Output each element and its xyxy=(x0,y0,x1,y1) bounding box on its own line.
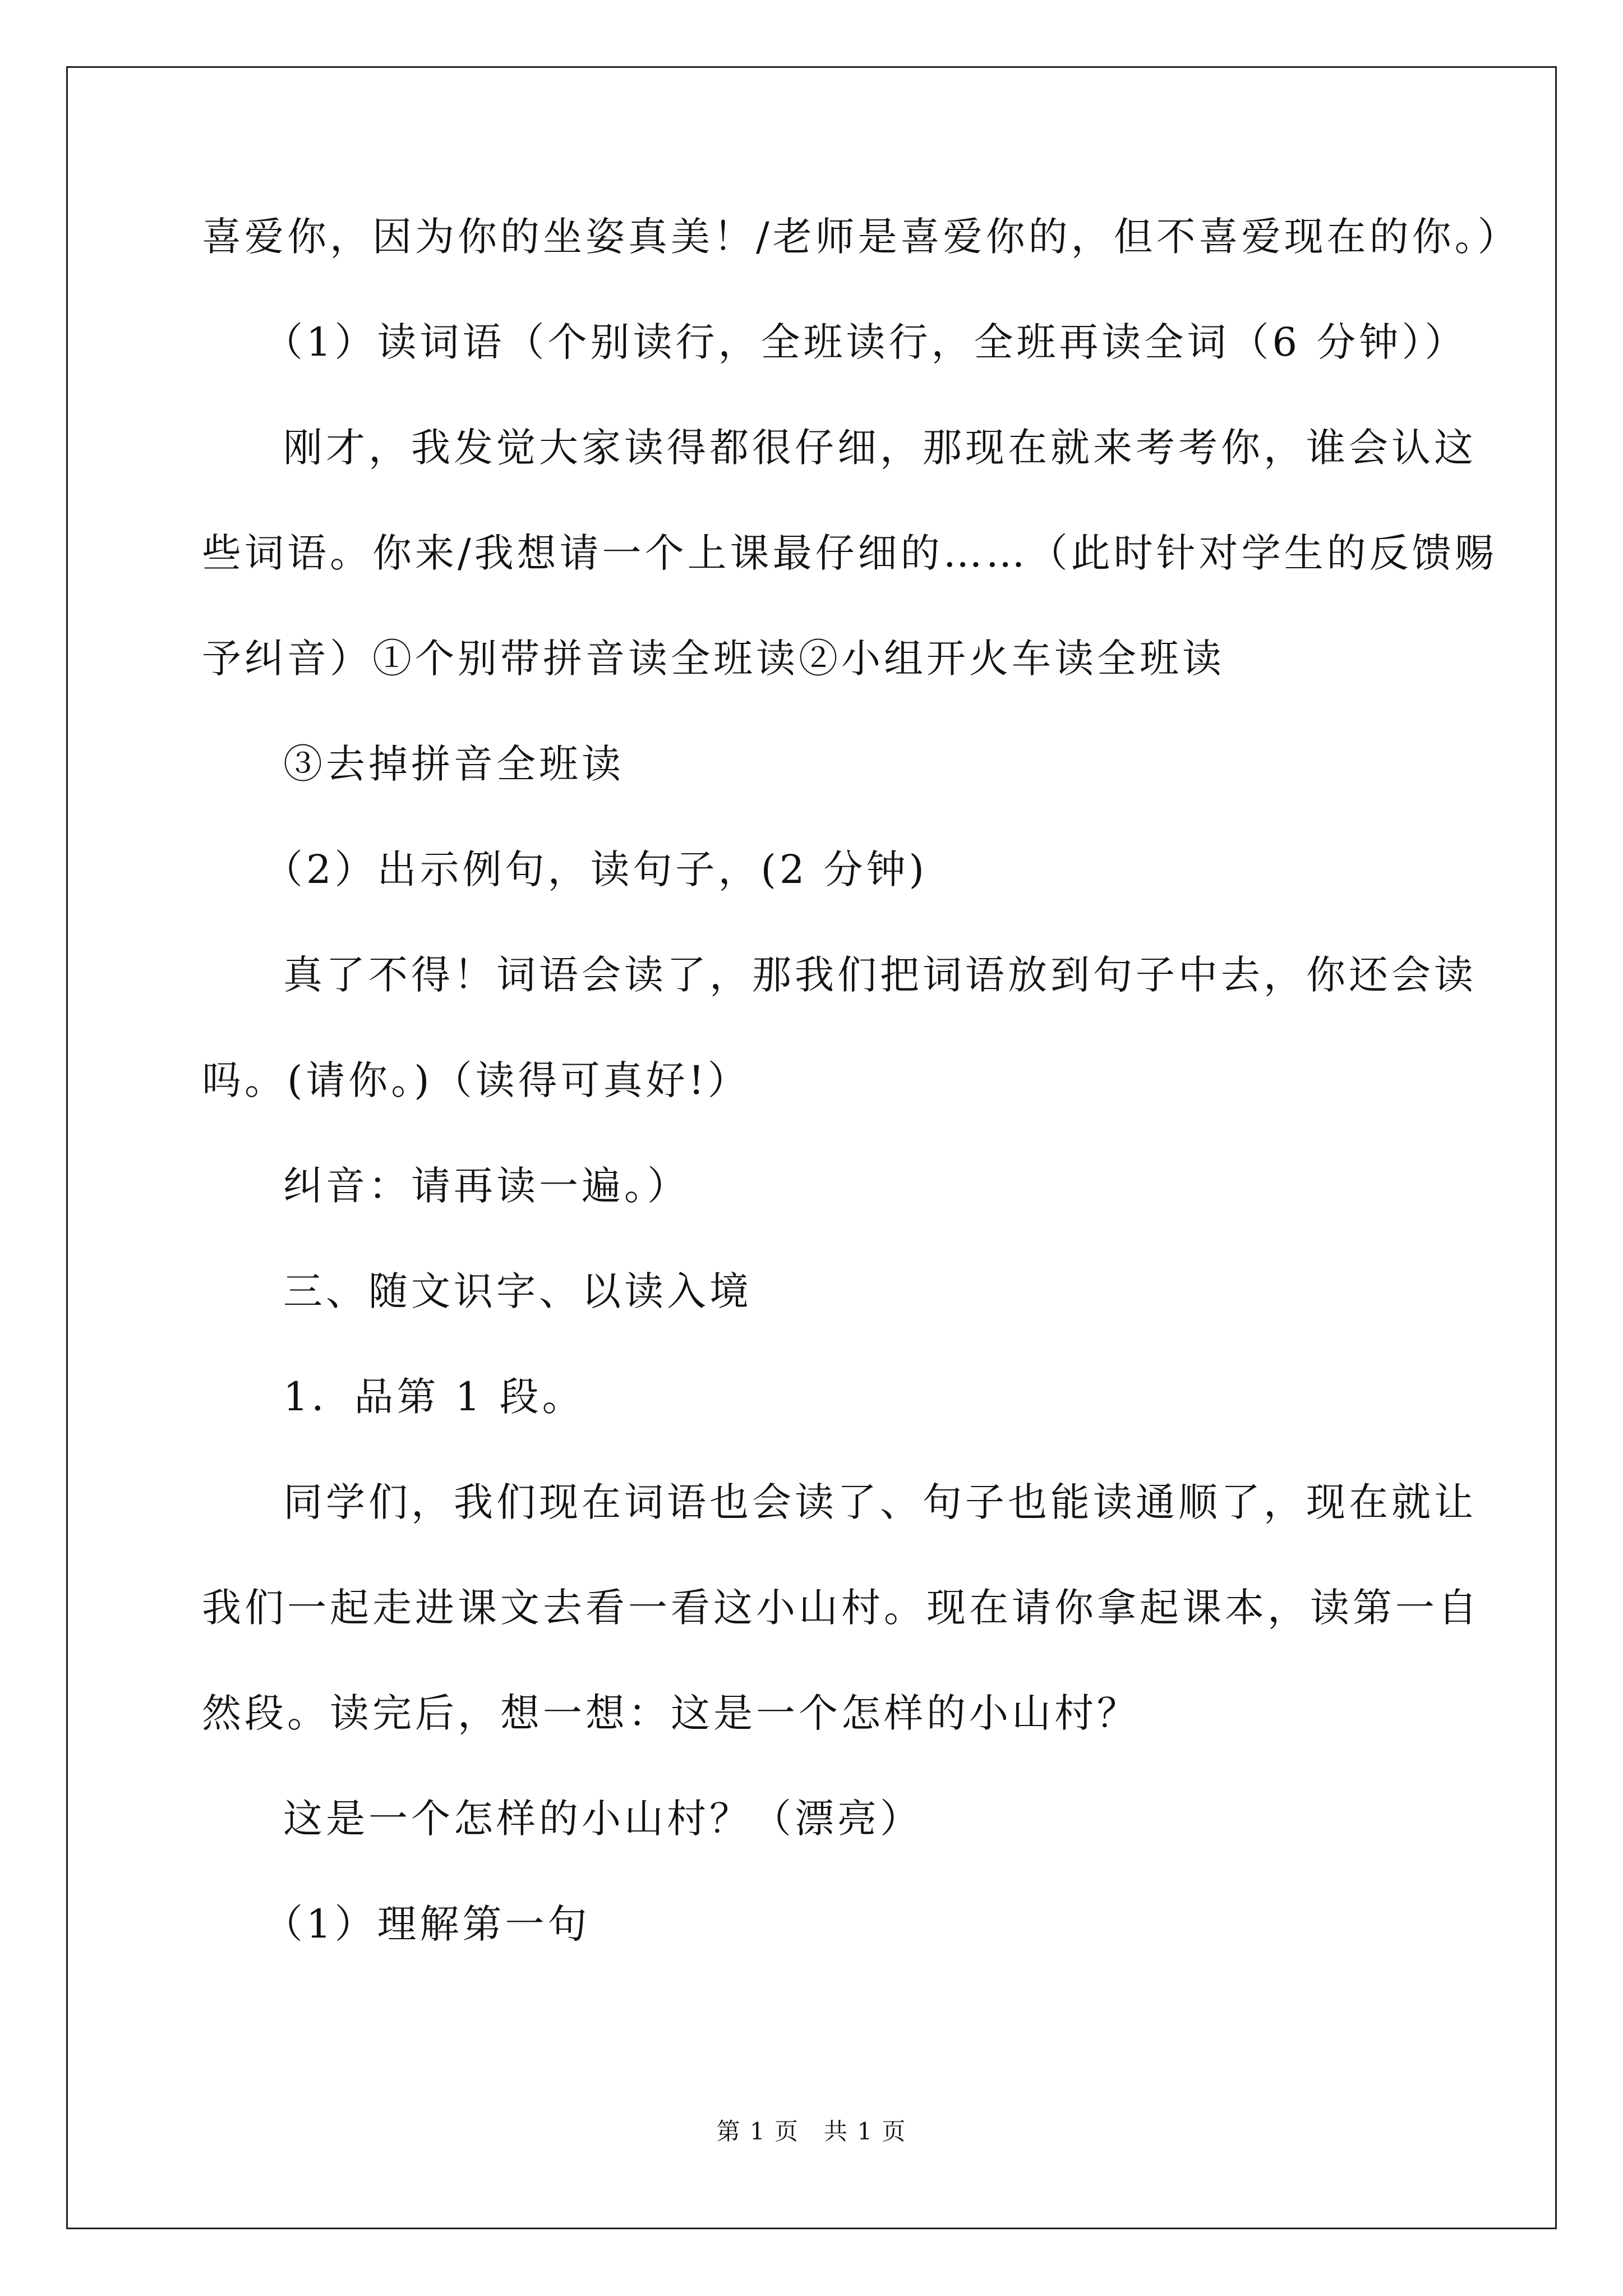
text-line: （1）理解第一句 xyxy=(264,1901,591,1947)
text-line: 真了不得！词语会读了，那我们把词语放到句子中去，你还会读 xyxy=(283,952,1477,998)
text-line: （1）读词语（个别读行，全班读行，全班再读全词（6 分钟）） xyxy=(264,319,1468,365)
text-line: 予纠音）①个别带拼音读全班读②小组开火车读全班读 xyxy=(202,636,1225,682)
text-line: 三、随文识字、以读入境 xyxy=(283,1268,752,1314)
text-line: 喜爱你，因为你的坐姿真美！/老师是喜爱你的，但不喜爱现在的你。） xyxy=(202,214,1520,260)
page-number-footer: 第 1 页 共 1 页 xyxy=(716,2118,907,2145)
text-line: 些词语。你来/我想请一个上课最仔细的……（此时针对学生的反馈赐 xyxy=(202,530,1497,576)
text-line: ③去掉拼音全班读 xyxy=(283,741,624,787)
text-line: 这是一个怎样的小山村？（漂亮） xyxy=(283,1796,923,1842)
text-line: 然段。读完后，想一想：这是一个怎样的小山村？ xyxy=(202,1690,1140,1736)
text-line: 同学们，我们现在词语也会读了、句子也能读通顺了，现在就让 xyxy=(283,1479,1477,1525)
text-line: 纠音：请再读一遍。） xyxy=(283,1163,690,1209)
text-line: （2）出示例句，读句子，(2 分钟) xyxy=(264,846,928,892)
text-line: 1．品第 1 段。 xyxy=(283,1374,585,1420)
text-line: 吗。(请你。)（读得可真好!） xyxy=(202,1057,750,1103)
text-line: 刚才，我发觉大家读得都很仔细，那现在就来考考你，谁会认这 xyxy=(283,425,1477,471)
text-line: 我们一起走进课文去看一看这小山村。现在请你拿起课本，读第一自 xyxy=(202,1585,1481,1631)
